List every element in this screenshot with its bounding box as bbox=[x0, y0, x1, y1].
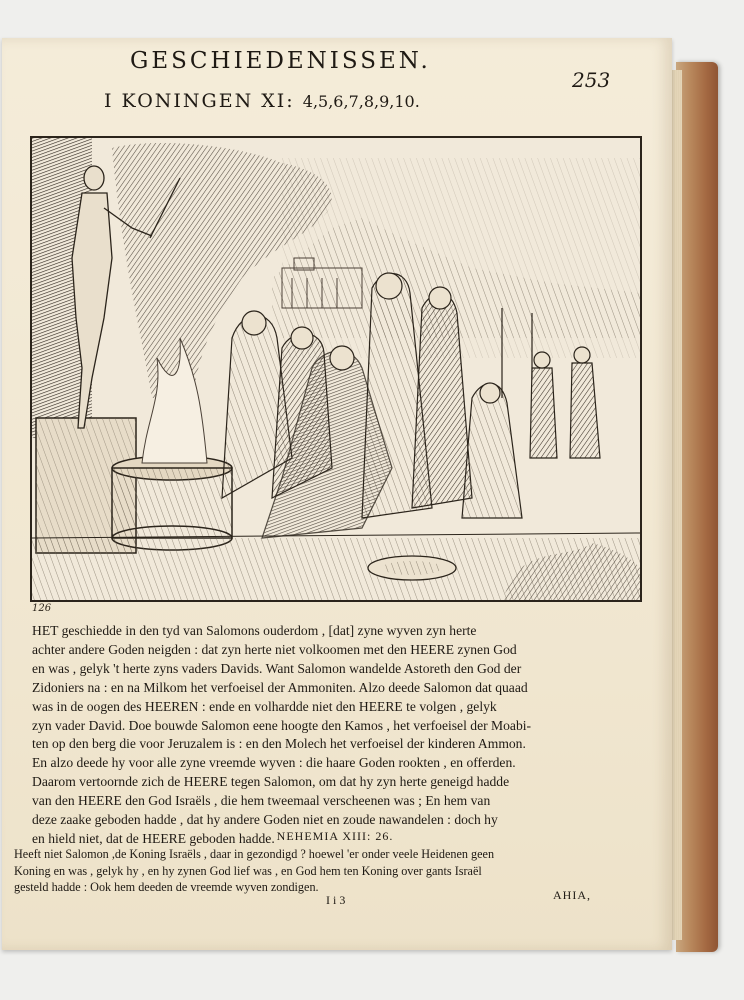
passage-line: was in de oogen des HEEREN : ende en volhardde niet den HEERE te volgen , gelyk bbox=[32, 698, 497, 714]
passage-line: en hield niet, dat de HEERE geboden hadde. bbox=[32, 830, 275, 846]
engraving-illustration bbox=[30, 136, 642, 602]
page-number: 253 bbox=[572, 68, 611, 92]
quote-line: gesteld hadde : Ook hem deeden de vreemde wyven zondigen. bbox=[14, 880, 319, 895]
passage-line: deze zaake geboden hadde , dat hy andere Goden niet en zoude nawandelen : doch hy bbox=[32, 812, 498, 828]
quote-line: Koning en was , gelyk hy , en hy zynen God lief was , en God hem ten Koning over gants Israël bbox=[14, 863, 482, 878]
passage-line: achter andere Goden neigden : dat zyn herte niet volkoomen met den HEERE zynen God bbox=[32, 641, 517, 657]
main-passage bbox=[32, 622, 644, 849]
plate-number: 126 bbox=[32, 603, 52, 614]
signature-mark: I i 3 bbox=[326, 893, 346, 907]
running-title: GESCHIEDENISSEN. bbox=[130, 48, 431, 74]
passage-line: zyn vader David. Doe bouwde Salomon eene hoogte den Kamos , het verfoeisel der Moabi- bbox=[32, 717, 532, 733]
quote-reference: NEHEMIA XIII: 26. bbox=[276, 829, 394, 843]
passage-line: En alzo deede hy voor alle zyne vreemde wyven : die haare Goden rookten , en offerden. bbox=[32, 755, 516, 771]
quote-passage bbox=[14, 846, 614, 896]
book-binding bbox=[676, 62, 718, 952]
passage-line: HET geschiedde in den tyd van Salomons ouderdom , [dat] zyne wyven zyn herte bbox=[32, 623, 477, 638]
quote-line: Heeft niet Salomon ,de Koning Israëls , daar in gezondigd ? hoewel 'er onder veele Heidenen geen bbox=[14, 847, 495, 861]
passage-line: en was , gelyk 't herte zyns vaders Davids. Want Salomon wandelde Astoreth den God der bbox=[32, 660, 522, 676]
chapter-reference bbox=[104, 90, 420, 112]
passage-line: Daarom vertoornde zich de HEERE tegen Salomon, om dat hy zyn herte geneigd hadde bbox=[32, 774, 510, 790]
passage-line: van den HEERE den God Israëls , die hem tweemaal verscheenen was ; En hem van bbox=[32, 793, 491, 809]
passage-line: ten op den berg die voor Jeruzalem is : en den Molech het verfoeisel der kinderen Ammon. bbox=[32, 736, 526, 752]
verse-numbers: 4,5,6,7,8,9,10. bbox=[302, 92, 420, 111]
passage-line: Zidoniers na : en na Milkom het verfoeisel der Ammoniten. Alzo deede Salomon dat quaad bbox=[32, 679, 528, 695]
book-name: I KONINGEN XI: bbox=[104, 90, 295, 112]
catchword: AHIA, bbox=[553, 888, 591, 902]
